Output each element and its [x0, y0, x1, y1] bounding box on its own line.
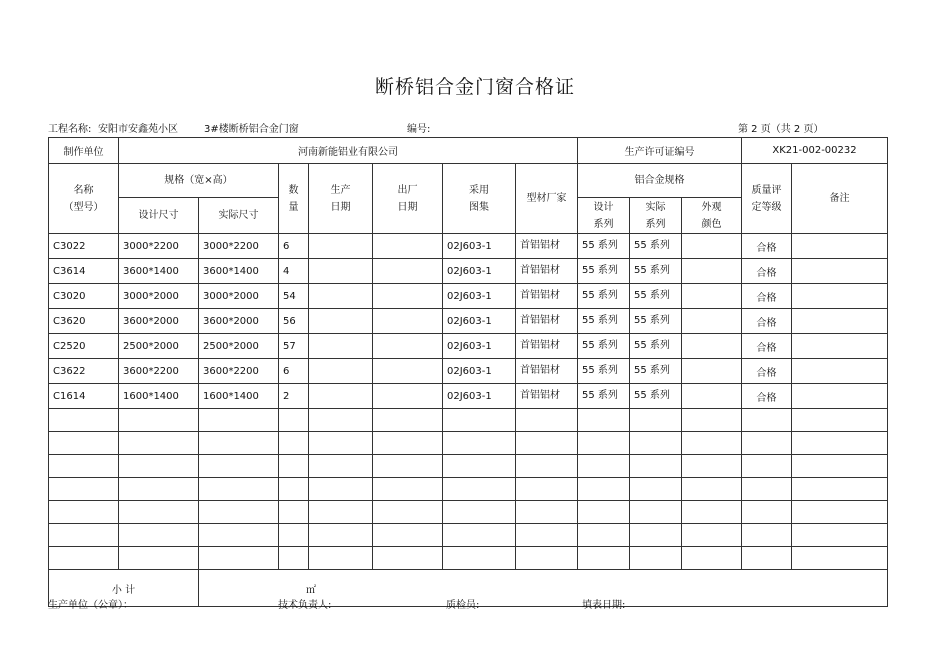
cell-color	[682, 384, 742, 409]
table-row	[49, 309, 888, 334]
subtotal-label: 小 计	[49, 570, 199, 607]
page-title: 断桥铝合金门窗合格证	[374, 76, 575, 98]
cell-color	[682, 234, 742, 259]
cell-shipping-date	[373, 259, 443, 284]
cell-actual-series: 55 系列	[630, 334, 682, 359]
cell-profile-maker: 首铝铝材	[516, 234, 578, 259]
shipping-date-header: 出厂 日期	[373, 164, 443, 234]
cell-actual-size: 2500*2000	[199, 334, 279, 359]
cell-name: C3614	[49, 259, 119, 284]
cell-grade: 合格	[742, 234, 792, 259]
cell-name: C2520	[49, 334, 119, 359]
empty-row	[49, 432, 888, 455]
cell-qty: 2	[279, 384, 309, 409]
cell-shipping-date	[373, 384, 443, 409]
empty-row	[49, 524, 888, 547]
cell-design-size: 3000*2000	[119, 284, 199, 309]
cell-grade: 合格	[742, 309, 792, 334]
cell-actual-series: 55 系列	[630, 259, 682, 284]
cell-remark	[792, 334, 888, 359]
cell-remark	[792, 384, 888, 409]
license-label: 生产许可证编号	[578, 138, 742, 164]
cell-actual-series: 55 系列	[630, 384, 682, 409]
maker-value: 河南新能铝业有限公司	[119, 138, 578, 164]
cell-remark	[792, 234, 888, 259]
empty-row	[49, 478, 888, 501]
remark-header: 备注	[792, 164, 888, 234]
cell-production-date	[309, 284, 373, 309]
cell-actual-series: 55 系列	[630, 309, 682, 334]
cell-actual-series: 55 系列	[630, 284, 682, 309]
cell-color	[682, 259, 742, 284]
certificate-table	[48, 137, 888, 607]
cell-design-size: 3600*2000	[119, 309, 199, 334]
cell-design-size: 3600*1400	[119, 259, 199, 284]
alloy-spec-header: 铝合金规格	[578, 164, 742, 198]
table-row	[49, 234, 888, 259]
cell-name: C3022	[49, 234, 119, 259]
cell-profile-maker: 首铝铝材	[516, 309, 578, 334]
table-row	[49, 384, 888, 409]
number-label: 编号:	[407, 124, 431, 135]
cell-name: C1614	[49, 384, 119, 409]
cell-grade: 合格	[742, 334, 792, 359]
cell-qty: 6	[279, 234, 309, 259]
project-item: 3#楼断桥铝合金门窗	[204, 124, 299, 135]
maker-label: 制作单位	[49, 138, 119, 164]
page-info: 第 2 页（共 2 页）	[738, 124, 824, 135]
table-row	[49, 284, 888, 309]
design-size-header: 设计尺寸	[119, 198, 199, 234]
cell-color	[682, 359, 742, 384]
table-row	[49, 259, 888, 284]
cell-name: C3020	[49, 284, 119, 309]
cell-remark	[792, 359, 888, 384]
cell-actual-size: 3600*1400	[199, 259, 279, 284]
subtotal-unit: ㎡	[199, 570, 888, 607]
cell-profile-maker: 首铝铝材	[516, 359, 578, 384]
cell-production-date	[309, 259, 373, 284]
cell-design-series: 55 系列	[578, 334, 630, 359]
cell-actual-size: 1600*1400	[199, 384, 279, 409]
cell-atlas: 02J603-1	[443, 284, 516, 309]
cell-shipping-date	[373, 359, 443, 384]
cell-shipping-date	[373, 234, 443, 259]
cell-actual-series: 55 系列	[630, 359, 682, 384]
name-header: 名称 （型号）	[49, 164, 119, 234]
project-name-label: 工程名称:	[48, 124, 92, 135]
cell-qty: 6	[279, 359, 309, 384]
project-name-value: 安阳市安鑫苑小区	[98, 124, 178, 135]
cell-design-size: 2500*2000	[119, 334, 199, 359]
cell-actual-size: 3000*2200	[199, 234, 279, 259]
cell-atlas: 02J603-1	[443, 234, 516, 259]
cell-production-date	[309, 359, 373, 384]
cell-atlas: 02J603-1	[443, 259, 516, 284]
cell-grade: 合格	[742, 359, 792, 384]
cell-design-series: 55 系列	[578, 384, 630, 409]
cell-atlas: 02J603-1	[443, 309, 516, 334]
cell-remark	[792, 259, 888, 284]
footer-qc: 质检员:	[446, 600, 480, 611]
cell-grade: 合格	[742, 259, 792, 284]
cell-production-date	[309, 234, 373, 259]
cell-production-date	[309, 384, 373, 409]
cell-design-size: 3000*2200	[119, 234, 199, 259]
footer-tech: 技术负责人:	[278, 600, 332, 611]
cell-profile-maker: 首铝铝材	[516, 259, 578, 284]
cell-qty: 57	[279, 334, 309, 359]
empty-row	[49, 455, 888, 478]
cell-shipping-date	[373, 334, 443, 359]
cell-actual-series: 55 系列	[630, 234, 682, 259]
cell-actual-size: 3000*2000	[199, 284, 279, 309]
cell-actual-size: 3600*2200	[199, 359, 279, 384]
actual-size-header: 实际尺寸	[199, 198, 279, 234]
cell-design-series: 55 系列	[578, 259, 630, 284]
cell-qty: 56	[279, 309, 309, 334]
cell-atlas: 02J603-1	[443, 384, 516, 409]
spec-header: 规格（宽×高）	[119, 164, 279, 198]
cell-shipping-date	[373, 309, 443, 334]
cell-color	[682, 284, 742, 309]
table-row	[49, 334, 888, 359]
cell-atlas: 02J603-1	[443, 334, 516, 359]
empty-row	[49, 547, 888, 570]
cell-design-series: 55 系列	[578, 284, 630, 309]
empty-row	[49, 409, 888, 432]
profile-maker-header: 型材厂家	[516, 164, 578, 234]
cell-profile-maker: 首铝铝材	[516, 384, 578, 409]
cell-production-date	[309, 309, 373, 334]
color-header: 外观 颜色	[682, 198, 742, 234]
cell-name: C3620	[49, 309, 119, 334]
cell-grade: 合格	[742, 384, 792, 409]
cell-remark	[792, 284, 888, 309]
cell-production-date	[309, 334, 373, 359]
qty-header: 数 量	[279, 164, 309, 234]
footer-unit: 生产单位（公章）：	[48, 600, 133, 611]
production-date-header: 生产 日期	[309, 164, 373, 234]
cell-design-size: 3600*2200	[119, 359, 199, 384]
design-series-header: 设计 系列	[578, 198, 630, 234]
cell-name: C3622	[49, 359, 119, 384]
cell-profile-maker: 首铝铝材	[516, 334, 578, 359]
empty-row	[49, 501, 888, 524]
cell-design-series: 55 系列	[578, 309, 630, 334]
cell-design-size: 1600*1400	[119, 384, 199, 409]
cell-profile-maker: 首铝铝材	[516, 284, 578, 309]
table-row	[49, 359, 888, 384]
cell-shipping-date	[373, 284, 443, 309]
cell-design-series: 55 系列	[578, 359, 630, 384]
license-value: XK21-002-00232	[742, 138, 888, 164]
cell-grade: 合格	[742, 284, 792, 309]
cell-actual-size: 3600*2000	[199, 309, 279, 334]
footer-date: 填表日期:	[582, 600, 626, 611]
cell-remark	[792, 309, 888, 334]
cell-color	[682, 309, 742, 334]
cell-design-series: 55 系列	[578, 234, 630, 259]
cell-atlas: 02J603-1	[443, 359, 516, 384]
atlas-header: 采用 图集	[443, 164, 516, 234]
cell-qty: 54	[279, 284, 309, 309]
cell-qty: 4	[279, 259, 309, 284]
cell-color	[682, 334, 742, 359]
quality-grade-header: 质量评 定等级	[742, 164, 792, 234]
actual-series-header: 实际 系列	[630, 198, 682, 234]
